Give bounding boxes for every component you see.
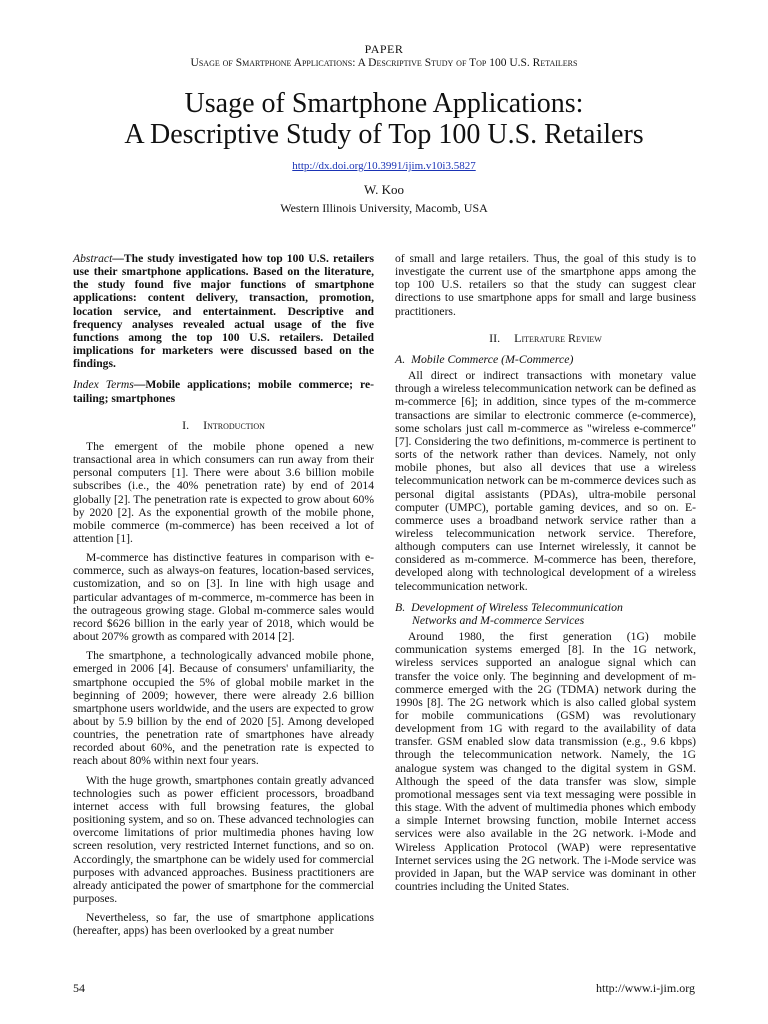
section-number: I. xyxy=(182,417,190,432)
right-column xyxy=(395,252,696,893)
doi xyxy=(0,160,768,172)
paragraph: With the huge growth, smartphones contain greatly advanced technologies such as power efficient processors, broadband internet access with full browsing features, the global positioning system, and so on. These advanced technologies can overcome limitations of prior multimedia phones having low screen resolution, very restricted Internet functions, and so on. Accordingly, the smartphone can be widely used for commercial purposes with advanced approaches. Business practitioners are already anticipated the power of smartphone for the commercial purposes. xyxy=(73,773,374,906)
abstract xyxy=(73,252,374,370)
paper-title-line2: A Descriptive Study of Top 100 U.S. Retailers xyxy=(124,119,644,150)
paragraph: The smartphone, a technologically advanced mobile phone, emerged in 2006 [4]. Because of consumers' unfamiliarity, the smartphone occupied the 5% of global mobile market in the beginning of 2009; however, there were already 2.6 billion smartphone users worldwide, and the users are expected to grow about by 5.9 billion by the end of 2020 [5]. Among developed countries, the penetration rate of smartphones have already recorded about 60%, and the penetration rate is expected to reach about 80% within next four years. xyxy=(73,649,374,768)
paragraph: All direct or indirect transactions with monetary value through a wireless telecommunication network can be defined as m-commerce [6]; in addition, since types of the m-commerce transactions are similar to electronic commerce (e-commerce), some scholars just call m-commerce as "wireless e-commerce" [7]. Considering the two definitions, m-commerce is pertinent to sorts of the network rather than devices. Namely, not only mobile phones, but also all devices that use a wireless telecommunication network can be m-commerce devices such as personal digital assistants (PDAs), ultra-mobile personal computer (UMPC), portable gaming devices, and so on. E-commerce uses a broadband network service rather than a wireless telecommunication network service. Therefore, although computers can use Internet wirelessly, it cannot be considered as m-commerce. M-commerce has been, therefore, developed along with technological development of a wireless telecommunication network. xyxy=(395,369,696,593)
section-title: Literature Review xyxy=(514,330,602,345)
page-number: 54 xyxy=(73,981,85,995)
index-terms-label: Index Terms xyxy=(73,378,134,392)
index-terms xyxy=(73,378,374,404)
subsection-prefix: B. xyxy=(395,599,406,614)
section-heading-lit-review xyxy=(395,332,696,345)
paper-title-line1: Usage of Smartphone Applications: xyxy=(184,88,584,119)
paragraph: The emergent of the mobile phone opened a new transactional area in which consumers can run away from their personal computers [1]. There were about 3.6 billion mobile subscribes (i.e., the 40% penetration rate) by end of 2014 globally [2]. The penetration rate is expected to grow about 60% by 2020 [2]. As the exponential growth of the mobile phone, mobile commerce (m-commerce) has been received a lot of attention [1]. xyxy=(73,439,374,545)
abstract-label: Abstract xyxy=(73,252,113,265)
subsection-heading-b xyxy=(395,601,696,627)
paragraph-continuation: of small and large retailers. Thus, the goal of this study is to investigate the current use of the smartphone apps among the top 100 U.S. retailers so that the study can suggest clear directions to use smartphone apps for small and large business practitioners. xyxy=(395,252,696,318)
subsection-title: Mobile Commerce (M-Commerce) xyxy=(411,351,574,366)
subsection-title-line2: Networks and M-commerce Services xyxy=(412,612,585,627)
left-column xyxy=(73,252,374,938)
running-header-title: Usage of Smartphone Applications: A Descriptive Study of Top 100 U.S. Retailers xyxy=(190,57,578,69)
section-title: Introduction xyxy=(203,417,265,432)
paragraph: M-commerce has distinctive features in comparison with e-commerce, such as always-on features, location-based services, customization, and so on [3]. In line with high usage and particular advantages of m-commerce, m-commerce has been in the outrageous growing stage. Global m-commerce sales would record $626 billion in the early year of 2018, which would be about 207% growth as compared with 2014 [2]. xyxy=(73,551,374,644)
paragraph: Nevertheless, so far, the use of smartphone applications (hereafter, apps) has been overlooked by a great number xyxy=(73,911,374,938)
footer-url: http://www.i-jim.org xyxy=(596,981,695,995)
abstract-text: —The study investigated how top 100 U.S. retailers use their smartphone applications. Based on the literature, the study found five major functions of smartphone applications: content delivery, transaction, promotion, location service, and entertainment. Descriptive and frequency analyses revealed actual usage of the five functions among the top 100 U.S. retailers. Detailed implications for marketers were discussed based on the findings. xyxy=(73,252,374,371)
doi-link[interactable]: http://dx.doi.org/10.3991/ijim.v10i3.5827 xyxy=(292,160,476,172)
subsection-prefix: A. xyxy=(395,351,406,366)
subsection-title-line1: Development of Wireless Telecommunication xyxy=(411,599,623,614)
author-name: W. Koo xyxy=(364,182,404,197)
subsection-heading-a xyxy=(395,353,696,366)
index-terms-text: —Mobile applications; mobile commerce; re-tailing; smartphones xyxy=(73,378,375,405)
paragraph: Around 1980, the first generation (1G) mobile communication systems emerged [8]. In the 1G network, wireless services supported an analogue signal which can transfer the voice only. The beginning and development of m-commerce emerged with the 2G (TDMA) network during the 1990s [8]. The 2G network which is also called global system for mobile communications (GSM) was revolutionary development from 1G with regard to the availability of data transfer. GSM enabled slow data transmission (e.g., 9.6 kbps) through the telecommunication network. Namely, the 1G analogue system was changed to the digital system in GSM. Although the speed of the data transfer was slow, simple promotional messages sent via text messaging were possible in this stage. With the advent of multimedia phones which embody a simple Internet browsing function, mobile Internet access services were also available in the 2G network. i-Mode and Wireless Application Protocol (WAP) were representative Internet services using the 2G network. The i-Mode service was provided in Japan, but the WAP service was dominant in other countries including the United States. xyxy=(395,630,696,894)
section-number: II. xyxy=(489,330,501,345)
section-heading-intro xyxy=(73,419,374,432)
author-affiliation: Western Illinois University, Macomb, USA xyxy=(280,201,488,215)
running-header-kicker: PAPER xyxy=(364,42,404,56)
